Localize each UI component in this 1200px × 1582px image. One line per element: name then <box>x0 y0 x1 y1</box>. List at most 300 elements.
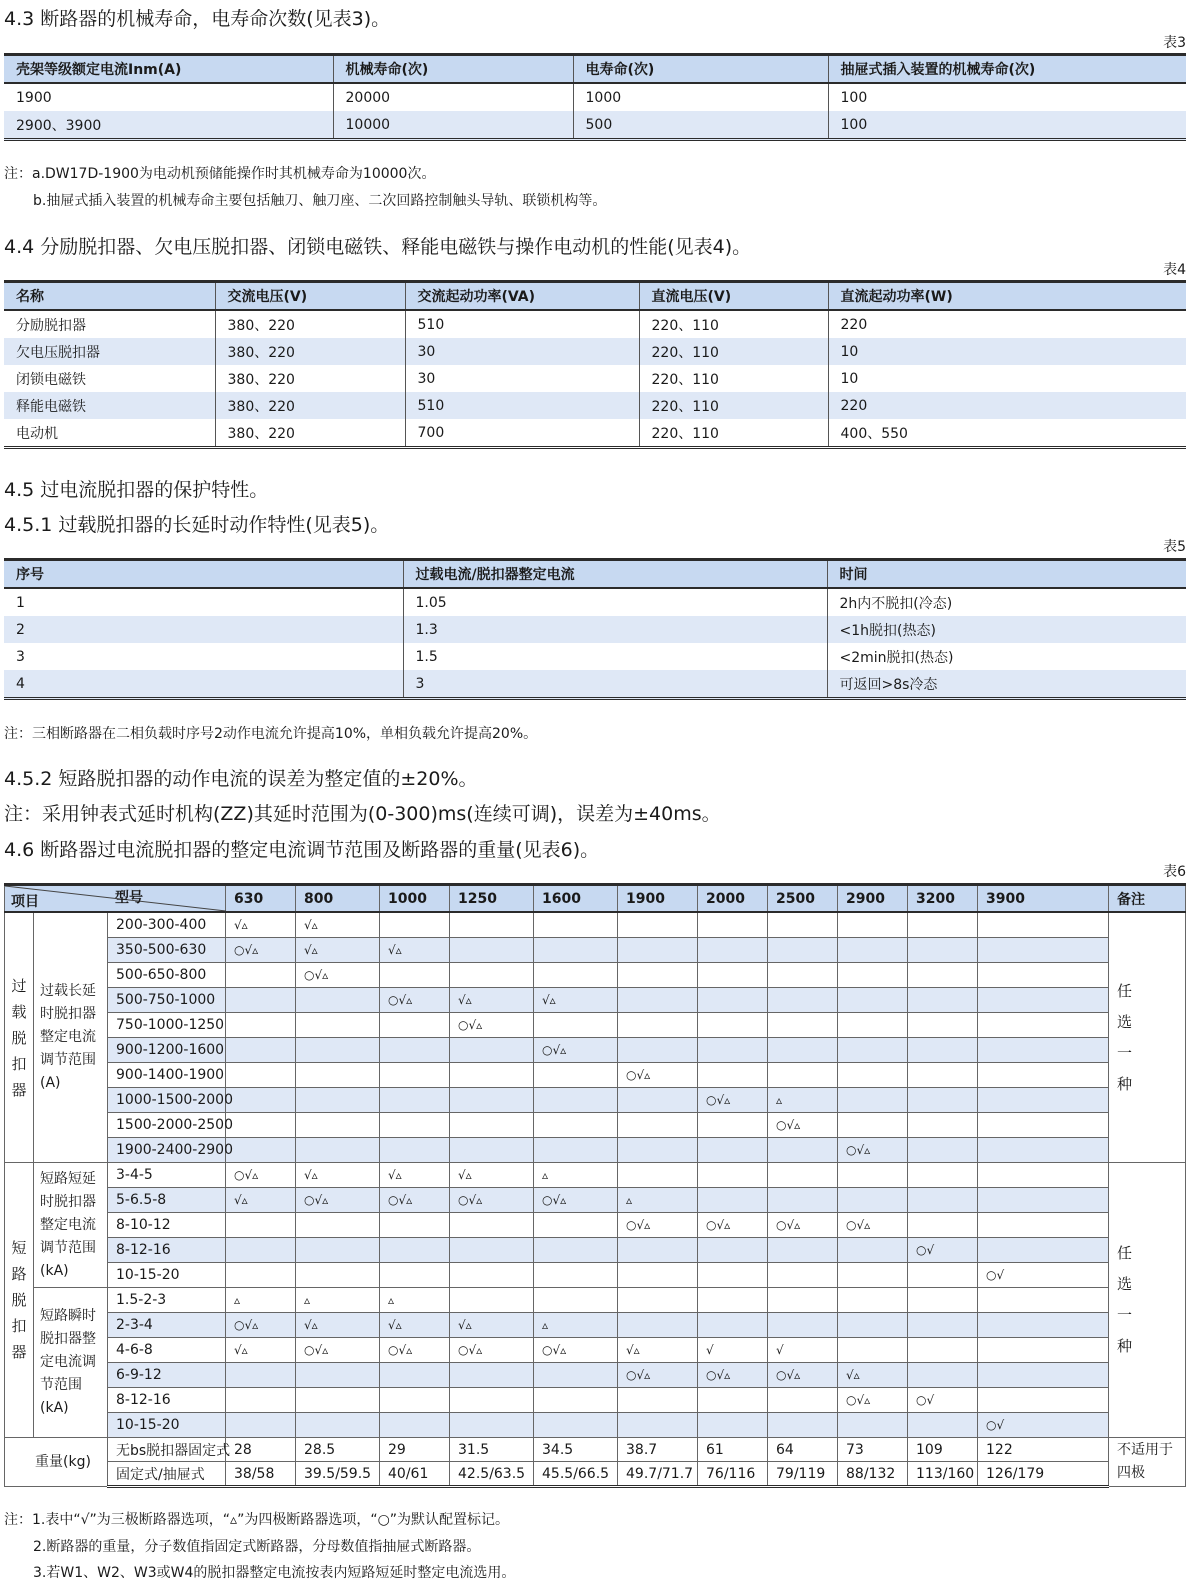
option-cell <box>908 1188 978 1213</box>
option-cell: √▵ <box>296 938 380 963</box>
option-cell: √▵ <box>296 912 380 938</box>
option-cell <box>534 938 618 963</box>
t6-corner-model: 型号 <box>115 890 143 906</box>
table-row <box>5 938 1186 963</box>
option-cell <box>698 938 768 963</box>
table-row <box>4 365 1186 392</box>
option-cell <box>296 1238 380 1263</box>
option-cell: √▵ <box>838 1363 908 1388</box>
option-cell <box>838 1088 908 1113</box>
cell: 220、110 <box>639 310 828 338</box>
option-cell <box>380 1363 450 1388</box>
weight-cell: 29 <box>380 1438 450 1462</box>
weight-row-drawer <box>5 1462 1186 1487</box>
cell: 220、110 <box>639 338 828 365</box>
option-cell <box>698 1113 768 1138</box>
option-cell <box>450 1288 534 1313</box>
table-row <box>4 310 1186 338</box>
weight-label: 重量(kg) <box>5 1438 108 1487</box>
option-cell <box>226 1388 296 1413</box>
option-cell <box>838 1238 908 1263</box>
option-cell: ▵ <box>618 1188 698 1213</box>
t3-header-mech: 机械寿命(次) <box>333 55 573 84</box>
range-cell: 1000-1500-2000 <box>108 1088 226 1113</box>
t6-corner-item: 项目 <box>11 894 39 910</box>
table-row <box>5 912 1186 938</box>
option-cell <box>978 1188 1109 1213</box>
option-cell: √▵ <box>296 1313 380 1338</box>
option-cell <box>908 1113 978 1138</box>
weight-cell: 38/58 <box>226 1462 296 1487</box>
option-cell <box>380 1388 450 1413</box>
option-cell: ○√▵ <box>838 1138 908 1163</box>
table-4-label: 表4 <box>1163 262 1186 278</box>
option-cell <box>978 988 1109 1013</box>
option-cell <box>226 988 296 1013</box>
t6-model-header: 3900 <box>978 885 1109 913</box>
cell: 220 <box>828 310 1186 338</box>
option-cell <box>226 1413 296 1438</box>
option-cell <box>978 1213 1109 1238</box>
option-cell <box>978 1388 1109 1413</box>
range-cell: 1500-2000-2500 <box>108 1113 226 1138</box>
option-cell <box>226 1038 296 1063</box>
option-cell <box>908 963 978 988</box>
weight-draw-label: 固定式/抽屉式 <box>108 1462 226 1487</box>
cell: 3 <box>403 670 827 699</box>
option-cell <box>380 963 450 988</box>
section-4-4-heading: 4.4 分励脱扣器、欠电压脱扣器、闭锁电磁铁、释能电磁铁与操作电动机的性能(见表4)。 <box>4 236 752 258</box>
option-cell <box>450 1038 534 1063</box>
t4-header-ac-v: 交流电压(V) <box>215 282 405 311</box>
option-cell <box>978 1113 1109 1138</box>
range-cell: 500-750-1000 <box>108 988 226 1013</box>
option-cell <box>768 1313 838 1338</box>
option-cell <box>978 1088 1109 1113</box>
option-cell: ○√ <box>978 1413 1109 1438</box>
table-row <box>5 1138 1186 1163</box>
range-cell: 4-6-8 <box>108 1338 226 1363</box>
option-cell: ○√▵ <box>618 1063 698 1088</box>
option-cell <box>450 1113 534 1138</box>
option-cell <box>908 1138 978 1163</box>
option-cell <box>838 1288 908 1313</box>
t4-header-dc-v: 直流电压(V) <box>639 282 828 311</box>
option-cell <box>450 1363 534 1388</box>
option-cell: ○√▵ <box>296 963 380 988</box>
option-cell <box>534 1088 618 1113</box>
option-cell: ○√▵ <box>768 1113 838 1138</box>
cell: 1900 <box>16 89 52 106</box>
option-cell <box>908 1063 978 1088</box>
weight-row-fixed <box>5 1438 1186 1462</box>
t6-model-header: 3200 <box>908 885 978 913</box>
option-cell <box>978 1288 1109 1313</box>
table-row <box>5 1188 1186 1213</box>
option-cell <box>296 1088 380 1113</box>
cell: 欠电压脱扣器 <box>4 338 215 365</box>
option-cell: ▵ <box>296 1288 380 1313</box>
option-cell: ○√▵ <box>698 1213 768 1238</box>
weight-cell: 73 <box>838 1438 908 1462</box>
option-cell <box>838 1038 908 1063</box>
t5-note: 注：三相断路器在二相负载时序号2动作电流允许提高10%，单相负载允许提高20%。 <box>4 726 538 742</box>
table-row <box>5 1163 1186 1188</box>
option-cell <box>450 938 534 963</box>
range-cell: 6-9-12 <box>108 1363 226 1388</box>
option-cell <box>908 912 978 938</box>
option-cell <box>768 1263 838 1288</box>
option-cell <box>380 1088 450 1113</box>
option-cell <box>380 1238 450 1263</box>
option-cell <box>618 1288 698 1313</box>
table-5 <box>4 558 1186 700</box>
weight-cell: 31.5 <box>450 1438 534 1462</box>
option-cell <box>978 1163 1109 1188</box>
t3-header-elec: 电寿命(次) <box>573 55 828 84</box>
option-cell: √▵ <box>450 988 534 1013</box>
weight-cell: 49.7/71.7 <box>618 1462 698 1487</box>
option-cell <box>296 1388 380 1413</box>
table-row <box>5 1313 1186 1338</box>
cell: 20000 <box>333 83 573 111</box>
option-cell <box>534 1113 618 1138</box>
option-cell <box>534 1413 618 1438</box>
option-cell <box>908 1038 978 1063</box>
option-cell <box>618 963 698 988</box>
option-cell: √▵ <box>296 1163 380 1188</box>
table-row <box>4 670 1186 699</box>
cell: 1000 <box>573 83 828 111</box>
option-cell <box>380 912 450 938</box>
table-row <box>4 588 1186 616</box>
option-cell <box>618 1013 698 1038</box>
t6-model-header: 2500 <box>768 885 838 913</box>
option-cell <box>768 912 838 938</box>
option-cell <box>698 988 768 1013</box>
option-cell <box>226 1263 296 1288</box>
option-cell <box>768 1038 838 1063</box>
option-cell <box>534 963 618 988</box>
option-cell <box>978 1063 1109 1088</box>
option-cell <box>698 1038 768 1063</box>
cell: 释能电磁铁 <box>4 392 215 419</box>
option-cell: √▵ <box>450 1313 534 1338</box>
option-cell <box>296 1213 380 1238</box>
table-6 <box>4 883 1186 1488</box>
option-cell <box>978 938 1109 963</box>
weight-cell: 64 <box>768 1438 838 1462</box>
weight-cell: 38.7 <box>618 1438 698 1462</box>
option-cell <box>618 938 698 963</box>
cell: 100 <box>828 111 1186 140</box>
option-cell <box>978 912 1109 938</box>
option-cell: √ <box>768 1338 838 1363</box>
option-cell <box>838 1163 908 1188</box>
t5-header-seq: 序号 <box>4 560 403 589</box>
option-cell <box>450 963 534 988</box>
cell: 220 <box>828 392 1186 419</box>
option-cell <box>618 988 698 1013</box>
option-cell: ○√▵ <box>296 1188 380 1213</box>
option-cell <box>768 1013 838 1038</box>
option-cell <box>534 1288 618 1313</box>
option-cell: √▵ <box>450 1163 534 1188</box>
table-row <box>5 1263 1186 1288</box>
weight-cell: 109 <box>908 1438 978 1462</box>
cell: <2min脱扣(热态) <box>827 643 1186 670</box>
t3-note-b: b.抽屉式插入装置的机械寿命主要包括触刀、触刀座、二次回路控制触头导轨、联锁机构等。 <box>33 193 607 209</box>
range-cell: 900-1200-1600 <box>108 1038 226 1063</box>
option-cell <box>296 988 380 1013</box>
option-cell <box>450 1063 534 1088</box>
option-cell <box>768 1188 838 1213</box>
option-cell <box>908 1013 978 1038</box>
t3-header-frame: 壳架等级额定电流Inm(A) <box>4 55 333 84</box>
option-cell <box>450 1413 534 1438</box>
cell: 1.05 <box>403 588 827 616</box>
weight-cell: 28.5 <box>296 1438 380 1462</box>
option-cell <box>698 1413 768 1438</box>
cell: 380、220 <box>215 419 405 448</box>
t5-header-time: 时间 <box>827 560 1186 589</box>
option-cell <box>534 1388 618 1413</box>
option-cell: ○√▵ <box>450 1338 534 1363</box>
group-instant: 短路瞬时脱扣器整定电流调节范围(kA) <box>34 1288 108 1438</box>
option-cell <box>226 1213 296 1238</box>
cell: 380、220 <box>215 365 405 392</box>
t6-remark-header: 备注 <box>1109 885 1186 913</box>
option-cell <box>534 1138 618 1163</box>
option-cell: ○√▵ <box>534 1338 618 1363</box>
option-cell <box>908 1088 978 1113</box>
option-cell <box>978 1363 1109 1388</box>
option-cell <box>698 1238 768 1263</box>
table-3 <box>4 53 1186 141</box>
range-cell: 5-6.5-8 <box>108 1188 226 1213</box>
option-cell <box>226 1088 296 1113</box>
option-cell <box>296 1038 380 1063</box>
option-cell <box>908 1288 978 1313</box>
option-cell <box>768 938 838 963</box>
option-cell <box>296 1413 380 1438</box>
table-5-label: 表5 <box>1163 539 1186 555</box>
option-cell <box>908 1338 978 1363</box>
table-row <box>5 1113 1186 1138</box>
cell: 400、550 <box>828 419 1186 448</box>
option-cell <box>838 1338 908 1363</box>
cell: 可返回>8s冷态 <box>827 670 1186 699</box>
option-cell <box>838 938 908 963</box>
option-cell: √▵ <box>618 1338 698 1363</box>
t6-note-2: 2.断路器的重量，分子数值指固定式断路器，分母数值指抽屉式断路器。 <box>33 1539 481 1555</box>
group-short-delay: 短路短延时脱扣器整定电流调节范围(kA) <box>34 1163 108 1288</box>
option-cell <box>618 1313 698 1338</box>
table-row <box>4 616 1186 643</box>
option-cell <box>380 1413 450 1438</box>
cell: 1.5 <box>403 643 827 670</box>
range-cell: 1.5-2-3 <box>108 1288 226 1313</box>
t6-model-header: 800 <box>296 885 380 913</box>
weight-fixed-label: 无bs脱扣器固定式 <box>108 1438 226 1462</box>
option-cell: ○√▵ <box>698 1363 768 1388</box>
table-row <box>5 1063 1186 1088</box>
option-cell: √▵ <box>380 1313 450 1338</box>
table-row <box>5 1363 1186 1388</box>
option-cell <box>908 938 978 963</box>
option-cell: ○√▵ <box>450 1013 534 1038</box>
weight-cell: 28 <box>226 1438 296 1462</box>
option-cell <box>618 1263 698 1288</box>
table-row <box>5 988 1186 1013</box>
option-cell <box>698 1263 768 1288</box>
option-cell: ○√▵ <box>226 938 296 963</box>
cell: 2h内不脱扣(冷态) <box>827 588 1186 616</box>
t3-header-drawer: 抽屉式插入装置的机械寿命(次) <box>828 55 1186 84</box>
option-cell: ○√▵ <box>838 1388 908 1413</box>
option-cell: ○√▵ <box>380 988 450 1013</box>
option-cell: ○√▵ <box>618 1213 698 1238</box>
table-3-label: 表3 <box>1163 35 1186 51</box>
cell: <1h脱扣(热态) <box>827 616 1186 643</box>
option-cell <box>768 963 838 988</box>
option-cell <box>226 963 296 988</box>
cell: 30 <box>405 338 639 365</box>
range-cell: 8-12-16 <box>108 1238 226 1263</box>
cell: 220、110 <box>639 365 828 392</box>
weight-remark: 不适用于四极 <box>1109 1438 1186 1487</box>
section-4-5-2-heading: 4.5.2 短路脱扣器的动作电流的误差为整定值的±20%。 <box>4 768 478 790</box>
cell: 500 <box>573 111 828 140</box>
remark-cell: 任 选 一 种 <box>1109 912 1186 1163</box>
option-cell <box>534 1238 618 1263</box>
cell: 1.3 <box>403 616 827 643</box>
option-cell: ○√ <box>908 1388 978 1413</box>
range-cell: 10-15-20 <box>108 1263 226 1288</box>
cell: 380、220 <box>215 310 405 338</box>
option-cell: ○√▵ <box>380 1188 450 1213</box>
range-cell: 750-1000-1250 <box>108 1013 226 1038</box>
option-cell <box>450 1088 534 1113</box>
weight-cell: 39.5/59.5 <box>296 1462 380 1487</box>
cell: 4 <box>4 670 403 699</box>
cell: 30 <box>405 365 639 392</box>
option-cell: ○√▵ <box>226 1313 296 1338</box>
option-cell: ▵ <box>534 1163 618 1188</box>
group-long-delay: 过载长延时脱扣器整定电流调节范围(A) <box>34 912 108 1163</box>
option-cell <box>380 1038 450 1063</box>
table-row <box>5 1413 1186 1438</box>
t6-corner-cell <box>5 885 226 913</box>
option-cell <box>450 1263 534 1288</box>
cell: 10000 <box>333 111 573 140</box>
option-cell <box>768 1288 838 1313</box>
option-cell <box>978 1138 1109 1163</box>
table-row <box>4 392 1186 419</box>
weight-cell: 34.5 <box>534 1438 618 1462</box>
table-row <box>4 419 1186 448</box>
option-cell <box>838 1188 908 1213</box>
option-cell <box>618 1388 698 1413</box>
option-cell <box>380 1113 450 1138</box>
cell: 闭锁电磁铁 <box>16 371 86 388</box>
option-cell <box>534 1263 618 1288</box>
t6-model-header: 2000 <box>698 885 768 913</box>
option-cell: √▵ <box>226 1338 296 1363</box>
table-row <box>5 1013 1186 1038</box>
option-cell <box>908 1263 978 1288</box>
t5-header-ratio: 过载电流/脱扣器整定电流 <box>403 560 827 589</box>
option-cell <box>908 1163 978 1188</box>
range-cell: 8-10-12 <box>108 1213 226 1238</box>
range-cell: 1900-2400-2900 <box>108 1138 226 1163</box>
option-cell <box>534 1213 618 1238</box>
option-cell <box>768 988 838 1013</box>
cell: 100 <box>828 83 1186 111</box>
option-cell <box>534 1013 618 1038</box>
option-cell <box>226 1013 296 1038</box>
option-cell: √▵ <box>380 938 450 963</box>
option-cell: ○√▵ <box>534 1188 618 1213</box>
option-cell <box>838 912 908 938</box>
option-cell <box>768 1238 838 1263</box>
t6-model-header: 2900 <box>838 885 908 913</box>
weight-cell: 113/160 <box>908 1462 978 1487</box>
option-cell <box>226 1363 296 1388</box>
remark-cell: 任 选 一 种 <box>1109 1163 1186 1438</box>
weight-cell: 122 <box>978 1438 1109 1462</box>
range-cell: 500-650-800 <box>108 963 226 988</box>
option-cell <box>618 1138 698 1163</box>
cell: 1 <box>16 594 25 611</box>
option-cell: ▵ <box>226 1288 296 1313</box>
range-cell: 200-300-400 <box>108 912 226 938</box>
section-4-5-1-heading: 4.5.1 过载脱扣器的长延时动作特性(见表5)。 <box>4 514 390 536</box>
table-row <box>4 111 1186 140</box>
option-cell <box>618 1088 698 1113</box>
cell: 2900、3900 <box>4 111 333 140</box>
range-cell: 900-1400-1900 <box>108 1063 226 1088</box>
option-cell <box>380 1213 450 1238</box>
range-cell: 3-4-5 <box>108 1163 226 1188</box>
option-cell <box>768 1138 838 1163</box>
option-cell <box>226 1238 296 1263</box>
cell: 700 <box>405 419 639 448</box>
option-cell <box>226 1113 296 1138</box>
option-cell <box>296 1138 380 1163</box>
option-cell <box>698 1388 768 1413</box>
option-cell: √▵ <box>534 988 618 1013</box>
cell: 电动机 <box>4 419 215 448</box>
option-cell: ○√ <box>908 1238 978 1263</box>
option-cell <box>838 988 908 1013</box>
option-cell <box>226 1138 296 1163</box>
option-cell: √▵ <box>380 1163 450 1188</box>
option-cell <box>618 1413 698 1438</box>
t6-model-header: 1000 <box>380 885 450 913</box>
table-row <box>5 963 1186 988</box>
option-cell: ○√▵ <box>698 1088 768 1113</box>
cell: 2 <box>4 616 403 643</box>
cell: 分励脱扣器 <box>16 317 86 334</box>
t6-model-header: 1900 <box>618 885 698 913</box>
option-cell <box>978 1038 1109 1063</box>
option-cell: ○√▵ <box>296 1338 380 1363</box>
option-cell <box>908 1213 978 1238</box>
option-cell <box>296 1263 380 1288</box>
option-cell <box>618 1238 698 1263</box>
range-cell: 10-15-20 <box>108 1413 226 1438</box>
